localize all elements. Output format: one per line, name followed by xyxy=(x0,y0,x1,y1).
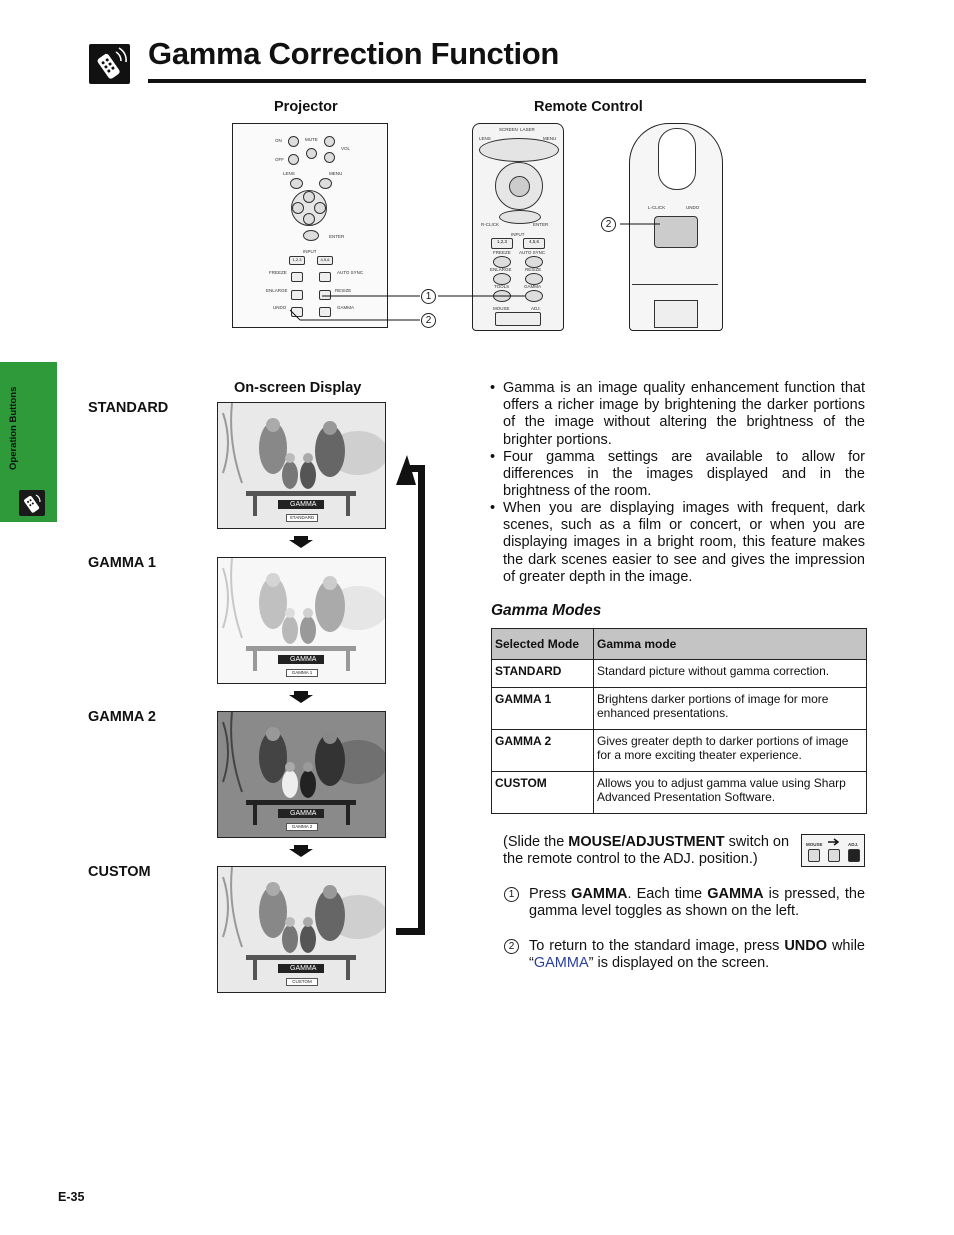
osd-screen-standard xyxy=(217,402,386,529)
remote-input-label: INPUT xyxy=(511,232,525,237)
down-arrow-icon xyxy=(289,540,313,548)
bullet-text-1: Gamma is an image quality enhancement function that offers a richer image by brightening the darker portions of the image without altering the brightness of the brighter portions. xyxy=(503,380,865,448)
mode-cell: CUSTOM xyxy=(492,772,594,814)
callout-2-marker: 2 xyxy=(421,313,436,328)
osd-gamma-text: GAMMA xyxy=(290,656,317,663)
switch-slider xyxy=(828,849,840,862)
table-row xyxy=(492,660,867,688)
step-text: To return to the standard image, press xyxy=(529,938,785,954)
remote-lclick-label: L-CLICK xyxy=(648,205,666,210)
cycle-back-arrow-icon xyxy=(390,455,430,937)
slide-note-bold: MOUSE/ADJUSTMENT xyxy=(568,834,725,850)
people-on-bench-image xyxy=(218,403,385,528)
remote-gamma-label: GAMMA xyxy=(524,284,542,289)
remote-menu-label: MENU xyxy=(543,136,557,141)
osd-mode-sub-label: GAMMA 2 xyxy=(286,823,318,831)
description-cell: Allows you to adjust gamma value using Sharp Advanced Presentation Software. xyxy=(594,772,867,814)
people-on-bench-image xyxy=(218,867,385,992)
osd-gamma-text: GAMMA xyxy=(290,810,317,817)
mode-cell: STANDARD xyxy=(492,660,594,688)
gamma-modes-heading: Gamma Modes xyxy=(491,602,602,619)
description-cell: Standard picture without gamma correction. xyxy=(594,660,867,688)
mode-label-standard: STANDARD xyxy=(88,400,169,416)
callout-1-marker: 1 xyxy=(421,289,436,304)
gamma-modes-table xyxy=(491,628,867,814)
remote-adj-label: ADJ. xyxy=(531,306,541,311)
slide-note-text: switch on the remote control to the ADJ. position.) xyxy=(503,834,790,868)
bullet-marker: • xyxy=(490,449,496,465)
projector-mute-label: MUTE xyxy=(305,137,318,142)
slide-note-text: (Slide the xyxy=(503,834,569,850)
projector-gamma-label: GAMMA xyxy=(337,305,355,310)
description-cell: Brightens darker portions of image for more enhanced presentations. xyxy=(594,688,867,730)
table-row xyxy=(492,772,867,814)
projector-input-123-button: 1,2,3 xyxy=(289,256,305,265)
osd-gamma-text: GAMMA xyxy=(290,501,317,508)
gamma-osd-reference: GAMMA xyxy=(533,955,589,972)
osd-gamma-box xyxy=(278,809,324,818)
step-text: while “ xyxy=(529,938,865,972)
step-bold: UNDO xyxy=(784,938,828,954)
table-row xyxy=(492,688,867,730)
bullet-text-3: When you are displaying images with frequent, dark scenes, such as a film or concert, or when you are displaying images in a bright room, this feature makes the dark scenes easier to see and gives the impression of greater depth in the image. xyxy=(503,500,865,585)
osd-screen-gamma2 xyxy=(217,711,386,838)
projector-resize-label: RESIZE xyxy=(335,288,352,293)
step-text: . Each time xyxy=(627,886,708,902)
switch-adj-position xyxy=(848,849,860,862)
bullet-marker: • xyxy=(490,380,496,396)
callout-2-remote-marker: 2 xyxy=(601,217,616,232)
step-1-number: 1 xyxy=(504,887,519,902)
projector-label: Projector xyxy=(274,99,338,115)
projector-freeze-label: FREEZE xyxy=(269,270,287,275)
step-2-number: 2 xyxy=(504,939,519,954)
page-number: E-35 xyxy=(58,1190,85,1204)
remote-control-label: Remote Control xyxy=(534,99,643,115)
remote-enlarge-label: ENLARGE xyxy=(490,267,512,272)
remote-input-456-button: 4,5,6 xyxy=(523,238,545,249)
remote-input-123-button: 1,2,3 xyxy=(491,238,513,249)
people-on-bench-image xyxy=(218,712,385,837)
remote-laser-label: LASER xyxy=(520,127,535,132)
side-tab-label: Operation Buttons xyxy=(8,386,19,470)
table-row xyxy=(492,730,867,772)
projector-lens-label: LENS xyxy=(283,171,295,176)
osd-gamma-box xyxy=(278,655,324,664)
step-bold: GAMMA xyxy=(571,886,628,902)
mouse-adj-switch-icon xyxy=(801,834,865,867)
remote-resize-label: RESIZE xyxy=(525,267,542,272)
callout-lines xyxy=(0,0,954,340)
osd-gamma-box xyxy=(278,964,324,973)
osd-mode-sub-label: STANDARD xyxy=(286,514,318,522)
slide-note xyxy=(503,834,793,868)
osd-screen-custom xyxy=(217,866,386,993)
down-arrow-icon xyxy=(289,849,313,857)
step-bold: GAMMA xyxy=(707,886,764,902)
projector-menu-label: MENU xyxy=(329,171,343,176)
projector-autosync-label: AUTO SYNC xyxy=(337,270,364,275)
bullet-marker: • xyxy=(490,500,496,516)
remote-freeze-label: FREEZE xyxy=(493,250,511,255)
osd-mode-sub-label: GAMMA 1 xyxy=(286,669,318,677)
projector-enter-label: ENTER xyxy=(329,234,345,239)
projector-off-label: OFF xyxy=(275,157,284,162)
description-cell: Gives greater depth to darker portions of image for a more exciting theater experience. xyxy=(594,730,867,772)
remote-control-small-icon xyxy=(19,490,45,516)
people-on-bench-image xyxy=(218,558,385,683)
mode-label-custom: CUSTOM xyxy=(88,864,151,880)
projector-vol-label: VOL xyxy=(341,146,351,151)
osd-gamma-text: GAMMA xyxy=(290,965,317,972)
step-text: ” is displayed on the screen. xyxy=(588,955,770,972)
remote-tools-label: TOOLS xyxy=(494,284,510,289)
remote-mouse-label: MOUSE xyxy=(493,306,510,311)
column-header: Gamma mode xyxy=(594,629,867,660)
osd-mode-sub-label: CUSTOM xyxy=(286,978,318,986)
mode-cell: GAMMA 2 xyxy=(492,730,594,772)
mode-cell: GAMMA 1 xyxy=(492,688,594,730)
table-header-row xyxy=(492,629,867,660)
switch-mouse-position xyxy=(808,849,820,862)
remote-rclick-label: R-CLICK xyxy=(481,222,500,227)
step-text: Press xyxy=(529,886,572,902)
step-2-text xyxy=(529,938,865,972)
osd-title: On-screen Display xyxy=(234,380,362,396)
right-arrow-icon xyxy=(828,838,842,846)
column-header: Selected Mode xyxy=(492,629,594,660)
projector-on-label: ON xyxy=(275,138,282,143)
bullet-text-2: Four gamma settings are available to allow for differences in the images displayed and in the brightness of the room. xyxy=(503,449,865,500)
mode-label-gamma2: GAMMA 2 xyxy=(88,709,156,725)
down-arrow-icon xyxy=(289,695,313,703)
step-text: is pressed, the gamma level toggles as shown on the left. xyxy=(529,886,866,920)
osd-gamma-box xyxy=(278,500,324,509)
switch-mouse-label: MOUSE xyxy=(806,842,823,847)
osd-screen-gamma1 xyxy=(217,557,386,684)
projector-input-label: INPUT xyxy=(303,249,317,254)
remote-enter-label: ENTER xyxy=(533,222,549,227)
step-1-text xyxy=(529,886,865,920)
page-title: Gamma Correction Function xyxy=(148,36,560,71)
projector-undo-label: UNDO xyxy=(273,305,287,310)
remote-screen-label: SCREEN xyxy=(499,127,518,132)
projector-input-456-button: 4,5,6 xyxy=(317,256,333,265)
remote-autosync-label: AUTO SYNC xyxy=(519,250,546,255)
remote-lens-label: LENS xyxy=(479,136,491,141)
switch-adj-label: ADJ. xyxy=(848,842,859,847)
remote-undo-label: UNDO xyxy=(686,205,700,210)
projector-enlarge-label: ENLARGE xyxy=(266,288,288,293)
mode-label-gamma1: GAMMA 1 xyxy=(88,555,156,571)
